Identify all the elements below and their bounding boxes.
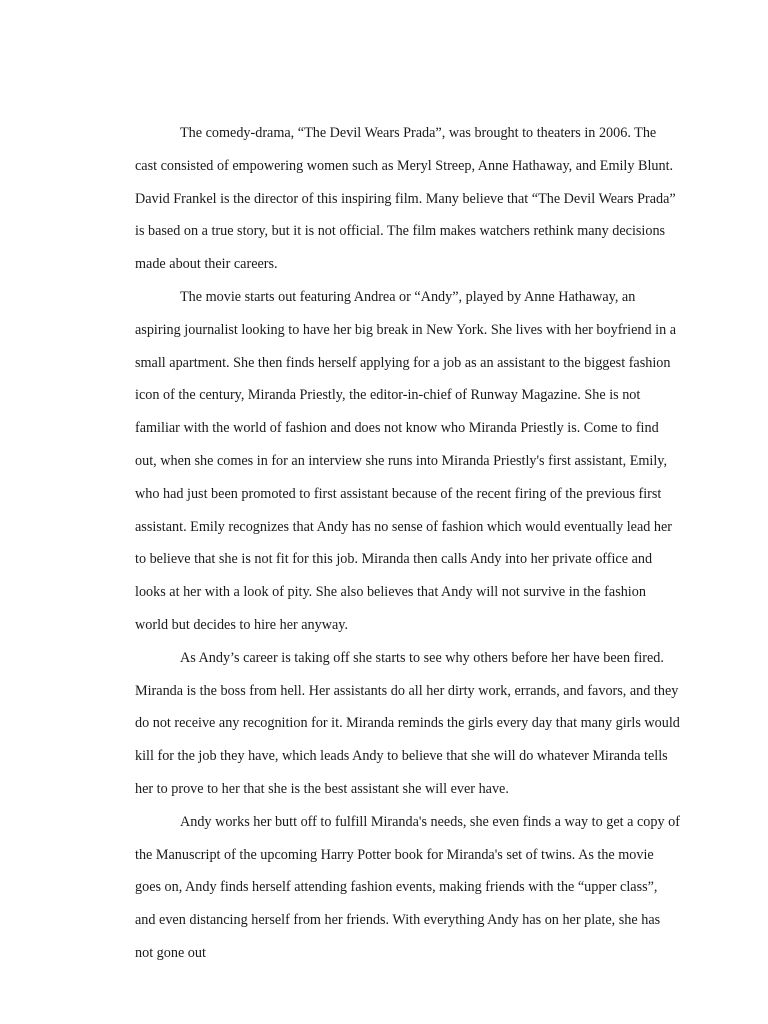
paragraph-plot-start: The movie starts out featuring Andrea or “Andy”, played by Anne Hathaway, an aspiring journalist looking to have her big break in New York. She lives with her boyfriend in a small apartment. She then finds herself applying for a job as an assistant to the biggest fashion icon of the century, Miranda Priestly, the editor-in-chief of Runway Magazine. She is not familiar with the world of fashion and does not know who Miranda Priestly is. Come to find out, when she comes in for an interview she runs into Miranda Priestly's first assistant, Emily, who had just been promoted to first assistant because of the recent firing of the previous first assistant. Emily recognizes that Andy has no sense of fashion which would eventually lead her to believe that she is not fit for this job. Miranda then calls Andy into her private office and looks at her with a look of pity. She also believes that Andy will not survive in the fashion world but decides to hire her anyway. xyxy=(135,288,677,633)
paragraph-career: As Andy’s career is taking off she starts to see why others before her have been fired. Miranda is the boss from hell. Her assistants do all her dirty work, errands, and favors, and they do not receive any recognition for it. Miranda reminds the girls every day that many girls would kill for the job they have, which leads Andy to believe that she will do whatever Miranda tells her to prove to her that she is the best assistant she will ever have. xyxy=(135,649,680,797)
paragraph-andy-works: Andy works her butt off to fulfill Miranda's needs, she even finds a way to get a copy of the Manuscript of the upcoming Harry Potter book for Miranda's set of twins. As the movie goes on, Andy finds herself attending fashion events, making friends with the “upper class”, and even distancing herself from her friends. With everything Andy has on her plate, she has not gone out xyxy=(135,813,680,961)
paragraph-intro: The comedy-drama, “The Devil Wears Prada”, was brought to theaters in 2006. The cast consisted of empowering women such as Meryl Streep, Anne Hathaway, and Emily Blunt. David Frankel is the director of this inspiring film. Many believe that “The Devil Wears Prada” is based on a true story, but it is not official. The film makes watchers rethink many decisions made about their careers. xyxy=(135,125,676,273)
body-text xyxy=(135,117,680,970)
